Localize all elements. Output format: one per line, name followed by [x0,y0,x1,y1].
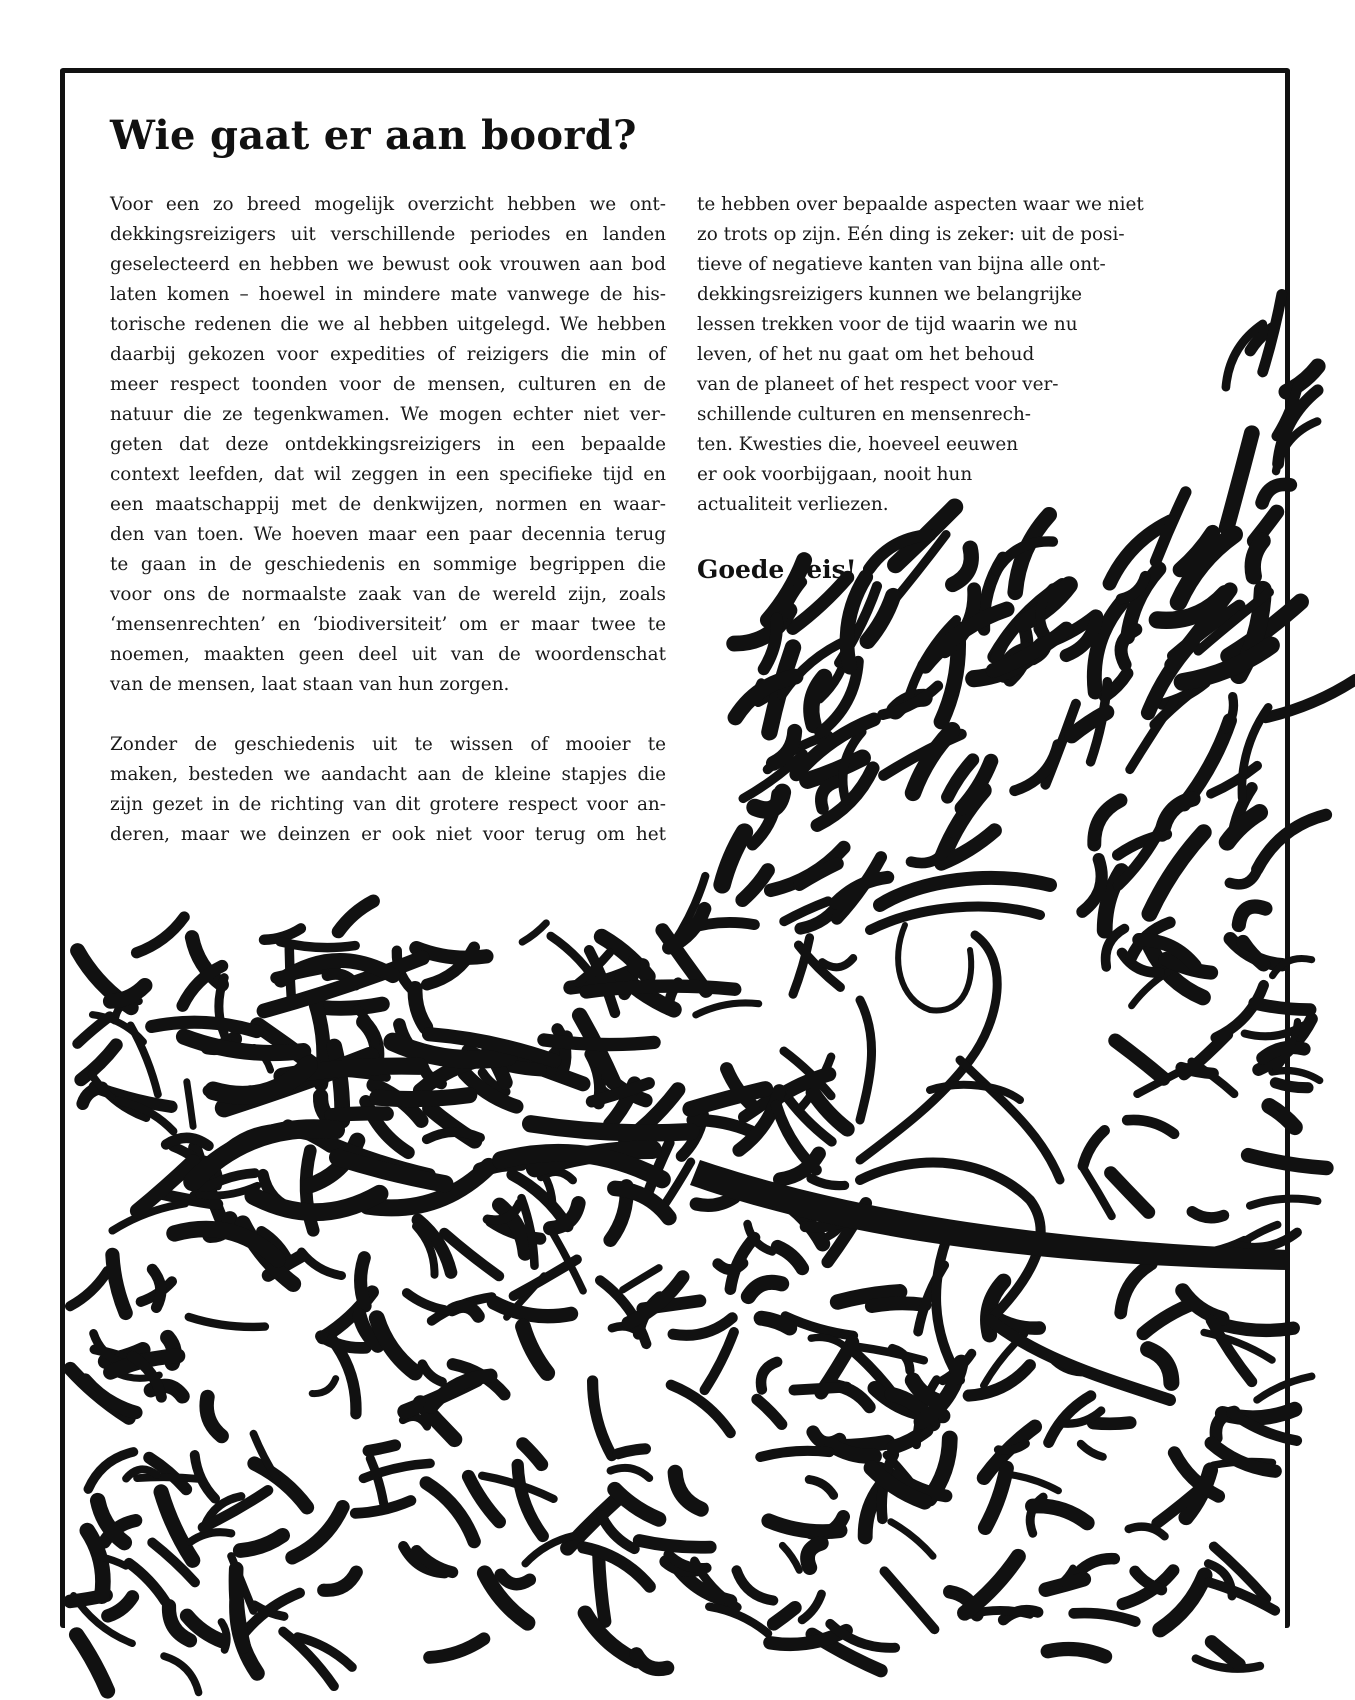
text-line: te hebben over bepaalde aspecten waar we niet [697,194,1144,215]
text-line: context leefden, dat wil zeggen in een specifieke tijd en [110,464,666,485]
brush-stroke [164,1656,199,1692]
text-line: een maatschappij met de denkwijzen, normen en waar- [110,494,666,515]
text-line: zijn gezet in de richting van dit grotere respect voor an- [110,794,666,815]
text-line: te gaan in de geschiedenis en sommige begrippen die [110,554,666,575]
text-line: tieve of negatieve kanten van bijna alle ont- [697,254,1106,275]
page-title: Wie gaat er aan boord? [110,112,637,159]
text-line: den van toen. We hoeven maar een paar decennia terug [110,524,666,545]
text-line: meer respect toonden voor de mensen, culturen en de [110,374,666,395]
text-column-left [110,190,666,850]
text-line: torische redenen die we al hebben uitgelegd. We hebben [110,314,666,335]
text-line: er ook voorbijgaan, nooit hun [697,464,973,485]
text-line: noemen, maakten geen deel uit van de woordenschat [110,644,666,665]
brush-stroke [1212,1642,1239,1665]
text-column-right [697,190,1197,520]
text-line: Voor een zo breed mogelijk overzicht hebben we ont- [110,194,666,215]
brush-stroke [77,1635,108,1691]
text-line: laten komen – hoewel in mindere mate vanwege de his- [110,284,666,305]
brush-stroke [283,1632,334,1687]
brush-stroke [812,1634,881,1670]
brush-stroke [636,1654,667,1669]
brush-stroke [1196,1659,1260,1669]
text-line: actualiteit verliezen. [697,494,889,515]
brush-stroke [770,1631,846,1645]
signoff-heading: Goede reis! [697,555,857,584]
brush-stroke [298,1637,353,1667]
text-line: voor ons de normaalste zaak van de wereld zijn, zoals [110,584,666,605]
text-line: ‘mensenrechten’ en ‘biodiversiteit’ om er maar twee te [110,614,666,635]
text-line: lessen trekken voor de tijd waarin we nu [697,314,1078,335]
text-line: dekkingsreizigers kunnen we belangrijke [697,284,1082,305]
paragraph [697,190,1197,520]
text-line: maken, besteden we aandacht aan de kleine stapjes die [110,764,666,785]
text-line: van de mensen, laat staan van hun zorgen. [110,674,510,695]
text-line: natuur die ze tegenkwamen. We mogen echter niet ver- [110,404,666,425]
text-line: geten dat deze ontdekkingsreizigers in een bepaalde [110,434,666,455]
brush-stroke [1286,366,1318,392]
paragraph [110,190,666,700]
text-line: dekkingsreizigers uit verschillende periodes en landen [110,224,666,245]
text-line: daarbij gekozen voor expedities of reizigers die min of [110,344,666,365]
text-line: zo trots op zijn. Eén ding is zeker: uit de posi- [697,224,1125,245]
text-line: ten. Kwesties die, hoeveel eeuwen [697,434,1019,455]
text-line: van de planeet of het respect voor ver- [697,374,1059,395]
text-line: deren, maar we deinzen er ook niet voor terug om het [110,824,666,845]
brush-stroke [1048,1649,1105,1657]
text-line: geselecteerd en hebben we bewust ook vrouwen aan bod [110,254,666,275]
text-line: leven, of het nu gaat om het behoud [697,344,1035,365]
text-line: Zonder de geschiedenis uit te wissen of mooier te [110,734,666,755]
paragraph [110,730,666,850]
brush-stroke [430,1639,484,1658]
text-line: schillende culturen en mensenrech- [697,404,1032,425]
